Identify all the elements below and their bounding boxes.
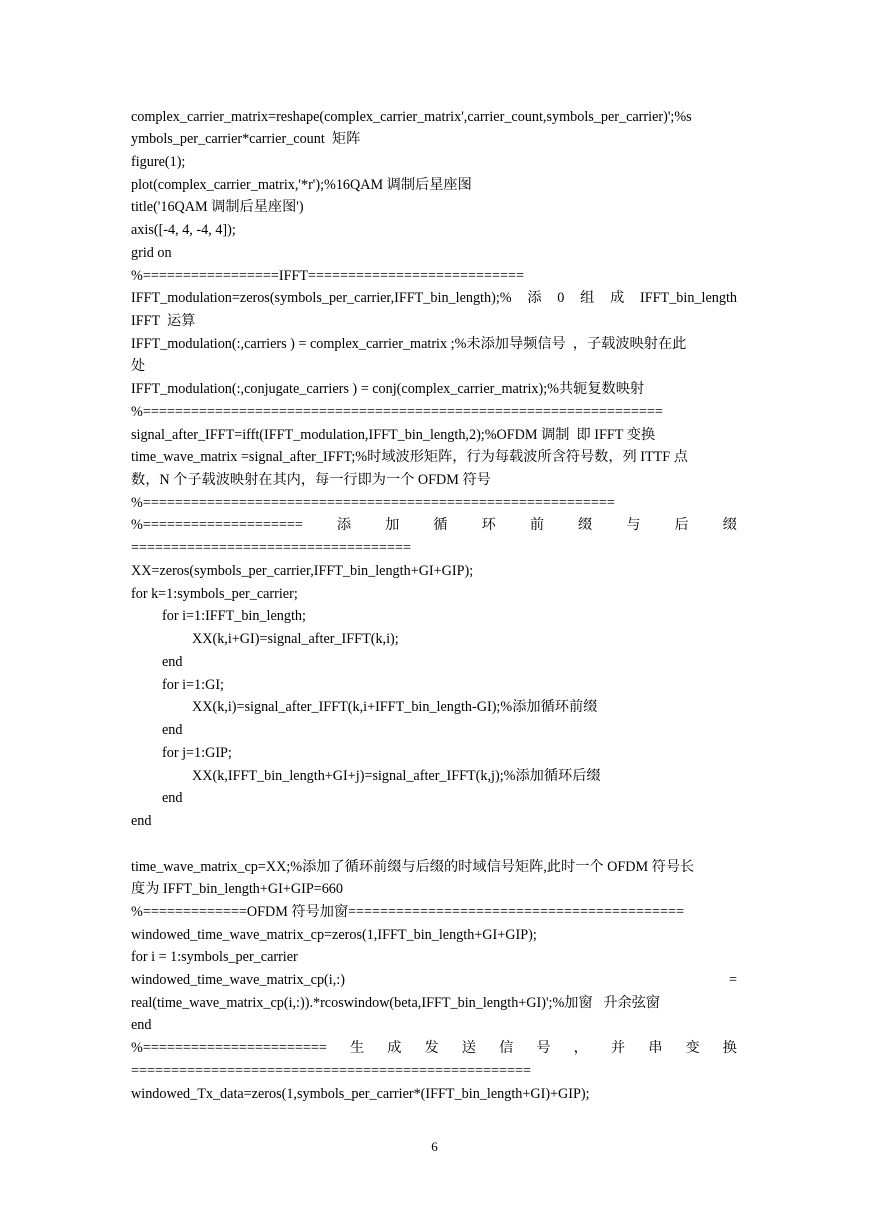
code-line: grid on — [131, 245, 172, 261]
line-segment: 组 — [580, 290, 595, 306]
code-line: XX(k,i+GI)=signal_after_IFFT(k,i); — [192, 631, 399, 647]
code-line: end — [162, 722, 183, 738]
line-segment: 成 — [387, 1040, 402, 1056]
line-segment: IFFT_modulation=zeros(symbols_per_carrier,IFFT_bin_length);% — [131, 290, 512, 306]
line-segment: 串 — [648, 1040, 663, 1056]
line-segment: %==================== — [131, 517, 303, 533]
code-line: end — [131, 1017, 152, 1033]
code-line: 度为 IFFT_bin_length+GI+GIP=660 — [131, 881, 343, 897]
code-line: end — [162, 654, 183, 670]
line-segment: = — [728, 972, 737, 988]
code-line: windowed_Tx_data=zeros(1,symbols_per_carrier*(IFFT_bin_length+GI)+GIP); — [131, 1086, 590, 1102]
line-segment: 并 — [610, 1040, 626, 1056]
code-line: for i = 1:symbols_per_carrier — [131, 949, 298, 965]
code-line: end — [162, 790, 183, 806]
line-segment: 成 — [610, 290, 625, 306]
line-segment: 与 — [626, 517, 641, 533]
line-segment: 送 — [461, 1040, 476, 1056]
line-segment: 号 — [536, 1040, 551, 1056]
code-line: XX(k,i)=signal_after_IFFT(k,i+IFFT_bin_length-GI);%添加循环前缀 — [192, 699, 598, 715]
line-segment: 信 — [499, 1040, 514, 1056]
line-segment: IFFT_bin_length — [640, 290, 737, 306]
line-segment: 后 — [674, 517, 689, 533]
code-line: title('16QAM 调制后星座图') — [131, 199, 304, 215]
comment-divider: %=================IFFT=========================== — [131, 268, 525, 284]
line-segment: 添 — [527, 290, 542, 306]
code-line: XX=zeros(symbols_per_carrier,IFFT_bin_length+GI+GIP); — [131, 563, 474, 579]
code-line: ymbols_per_carrier*carrier_count 矩阵 — [131, 131, 361, 147]
comment-divider: %================================================================= — [131, 404, 663, 420]
code-line: real(time_wave_matrix_cp(i,:)).*rcoswindow(beta,IFFT_bin_length+GI)';%加窗 升余弦窗 — [131, 995, 661, 1011]
line-segment: 生 — [349, 1040, 365, 1056]
code-line: for i=1:IFFT_bin_length; — [162, 608, 306, 624]
justified-code-line — [131, 971, 737, 989]
code-line: axis([-4, 4, -4, 4]); — [131, 222, 236, 238]
code-line: time_wave_matrix =signal_after_IFFT;%时域波形矩阵，行为每载波所含符号数，列 ITTF 点 — [131, 449, 688, 465]
line-segment: 变 — [685, 1040, 700, 1056]
code-line: XX(k,IFFT_bin_length+GI+j)=signal_after_IFFT(k,j);%添加循环后缀 — [192, 768, 601, 784]
line-segment: 环 — [481, 517, 496, 533]
code-line: complex_carrier_matrix=reshape(complex_carrier_matrix',carrier_count,symbols_per_carrier)';%s — [131, 109, 692, 125]
comment-divider: ================================================== — [131, 1063, 532, 1079]
line-segment: 循 — [433, 517, 448, 533]
line-segment: windowed_time_wave_matrix_cp(i,:) — [131, 972, 345, 988]
code-line: for k=1:symbols_per_carrier; — [131, 586, 298, 602]
line-segment: 缀 — [722, 517, 737, 533]
justified-code-line — [131, 289, 737, 307]
code-line: IFFT_modulation(:,conjugate_carriers ) = conj(complex_carrier_matrix);%共轭复数映射 — [131, 381, 645, 397]
line-segment: 添 — [336, 517, 352, 533]
code-line: 处 — [131, 358, 146, 374]
code-line: 数，N 个子载波映射在其内，每一行即为一个 OFDM 符号 — [131, 472, 491, 488]
code-line: IFFT 运算 — [131, 313, 196, 329]
code-line: windowed_time_wave_matrix_cp=zeros(1,IFFT_bin_length+GI+GIP); — [131, 927, 537, 943]
line-segment: ， — [573, 1040, 588, 1056]
code-line: signal_after_IFFT=ifft(IFFT_modulation,IFFT_bin_length,2);%OFDM 调制 即 IFFT 变换 — [131, 427, 656, 443]
page-number: 6 — [431, 1139, 438, 1154]
line-segment: 加 — [385, 517, 400, 533]
code-line: for i=1:GI; — [162, 677, 224, 693]
justified-code-line — [131, 1039, 737, 1057]
comment-divider: %=========================================================== — [131, 495, 615, 511]
line-segment: 缀 — [578, 517, 593, 533]
comment-divider: %=============OFDM 符号加窗========================================== — [131, 904, 685, 920]
code-line: figure(1); — [131, 154, 186, 170]
code-line: end — [131, 813, 152, 829]
line-segment: 0 — [557, 290, 565, 306]
code-line: plot(complex_carrier_matrix,'*r');%16QAM 调制后星座图 — [131, 177, 472, 193]
justified-code-line — [131, 516, 737, 534]
code-line: time_wave_matrix_cp=XX;%添加了循环前缀与后缀的时域信号矩阵,此时一个 OFDM 符号长 — [131, 859, 695, 875]
line-segment: %======================= — [131, 1040, 327, 1056]
comment-divider: =================================== — [131, 540, 412, 556]
line-segment: 前 — [529, 517, 545, 533]
code-line: for j=1:GIP; — [162, 745, 232, 761]
line-segment: 换 — [722, 1040, 737, 1056]
code-line: IFFT_modulation(:,carriers ) = complex_carrier_matrix ;%未添加导频信号 ，子载波映射在此 — [131, 336, 687, 352]
line-segment: 发 — [424, 1040, 439, 1056]
